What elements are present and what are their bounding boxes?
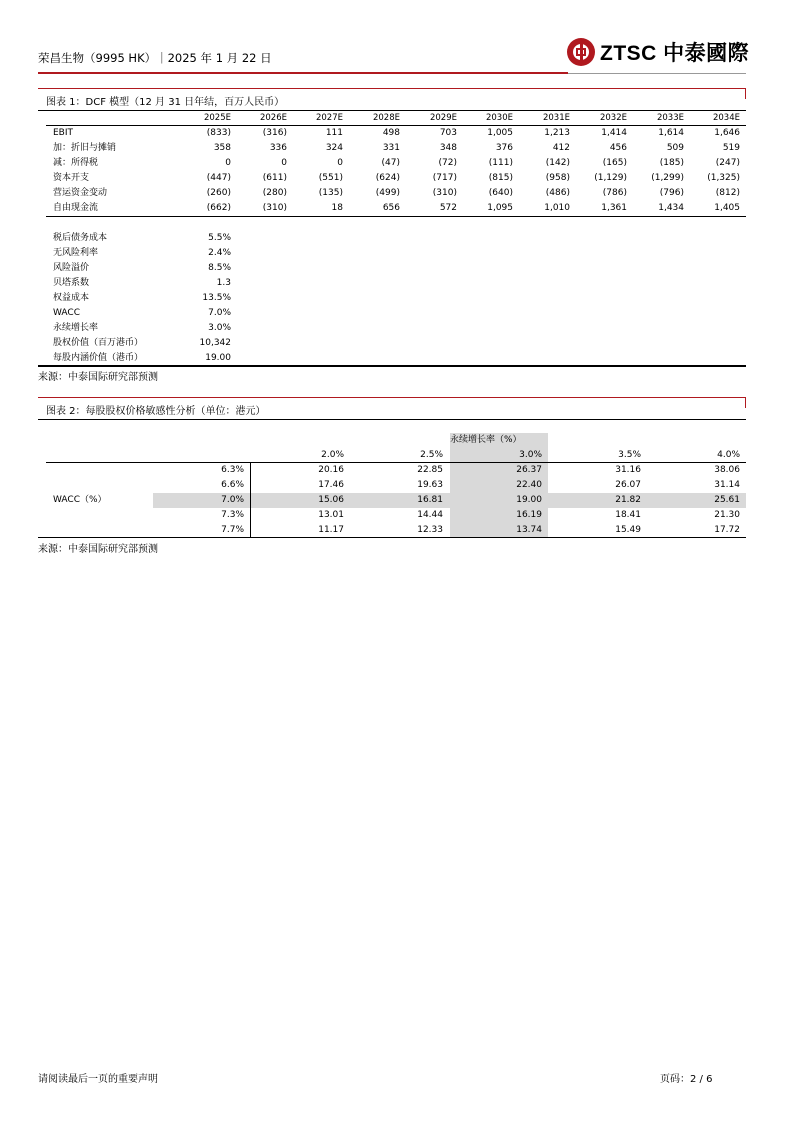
- table2-bottom-rule: [38, 537, 746, 538]
- table-cell: (1,129): [594, 173, 627, 183]
- table-cell: 0: [337, 158, 343, 168]
- table-cell: (1,299): [651, 173, 684, 183]
- assumption-label: 无风险利率: [53, 248, 99, 258]
- table-cell: (662): [206, 203, 231, 213]
- table-cell: 1,405: [714, 203, 740, 213]
- header-rule: [38, 72, 568, 74]
- table-cell: (551): [318, 173, 343, 183]
- assumption-value: 1.3: [216, 278, 231, 288]
- table-cell: 0: [225, 158, 231, 168]
- sensitivity-cell: 19.00: [516, 495, 542, 505]
- table1-bottom-rule: [38, 365, 746, 367]
- sensitivity-cell: 31.16: [615, 465, 641, 475]
- assumption-label: 权益成本: [53, 293, 90, 303]
- footer-disclaimer: 请阅读最后一页的重要声明: [38, 1074, 158, 1085]
- table-cell: 509: [666, 143, 684, 153]
- year-header: 2027E: [315, 113, 343, 123]
- table-cell: (624): [375, 173, 400, 183]
- table-cell: (717): [432, 173, 457, 183]
- table-cell: 1,646: [714, 128, 740, 138]
- ztsc-logo-icon: [567, 38, 595, 66]
- assumption-label: 税后债务成本: [53, 233, 108, 243]
- table-cell: 376: [495, 143, 513, 153]
- assumption-label: 股权价值（百万港币）: [53, 338, 144, 348]
- sensitivity-cell: 17.46: [318, 480, 344, 490]
- table-cell: (135): [318, 188, 343, 198]
- table-cell: (47): [381, 158, 400, 168]
- growth-rate-header: 3.0%: [519, 450, 542, 460]
- table-cell: 331: [382, 143, 400, 153]
- table-cell: (640): [488, 188, 513, 198]
- table2-title: 图表 2：每股股权价格敏感性分析（单位：港元）: [46, 406, 266, 417]
- assumption-value: 19.00: [205, 353, 231, 363]
- table-cell: (796): [659, 188, 684, 198]
- year-header: 2025E: [203, 113, 231, 123]
- year-header: 2032E: [599, 113, 627, 123]
- table-cell: (786): [602, 188, 627, 198]
- table1-title: 图表 1：DCF 模型（12 月 31 日年结，百万人民币）: [46, 97, 285, 108]
- table-cell: (310): [262, 203, 287, 213]
- assumption-value: 5.5%: [208, 233, 231, 243]
- table-cell: 0: [281, 158, 287, 168]
- wacc-value: 7.0%: [221, 495, 244, 505]
- table-cell: 572: [439, 203, 457, 213]
- table-cell: 1,010: [544, 203, 570, 213]
- year-header: 2030E: [485, 113, 513, 123]
- table-cell: 324: [325, 143, 343, 153]
- year-header: 2026E: [259, 113, 287, 123]
- table1-title-bar: [38, 88, 746, 111]
- table-cell: (812): [715, 188, 740, 198]
- table-cell: (447): [206, 173, 231, 183]
- wacc-value: 6.6%: [221, 480, 244, 490]
- table-cell: 358: [213, 143, 231, 153]
- table-cell: 1,361: [601, 203, 627, 213]
- sensitivity-cell: 18.41: [615, 510, 641, 520]
- table-cell: (280): [262, 188, 287, 198]
- table-cell: (815): [488, 173, 513, 183]
- row-label: 资本开支: [53, 173, 90, 183]
- table-cell: 1,213: [544, 128, 570, 138]
- table-cell: (185): [659, 158, 684, 168]
- table-cell: (316): [262, 128, 287, 138]
- table-cell: (310): [432, 188, 457, 198]
- table2-title-bar: [38, 397, 746, 420]
- row-label: 加：折旧与摊销: [53, 143, 117, 153]
- wacc-value: 7.7%: [221, 525, 244, 535]
- table-cell: (1,325): [707, 173, 740, 183]
- table-cell: 1,614: [658, 128, 684, 138]
- assumption-label: 贝塔系数: [53, 278, 90, 288]
- assumption-value: 2.4%: [208, 248, 231, 258]
- sensitivity-cell: 13.74: [516, 525, 542, 535]
- row-label: 自由现金流: [53, 203, 99, 213]
- table-cell: 111: [325, 128, 343, 138]
- assumption-label: WACC: [53, 308, 80, 318]
- table-cell: (142): [545, 158, 570, 168]
- table-cell: (833): [206, 128, 231, 138]
- assumption-label: 永续增长率: [53, 323, 99, 333]
- table-cell: 1,434: [658, 203, 684, 213]
- table2-vertical-rule: [250, 463, 251, 537]
- report-header-title: 荣昌生物（9995 HK）｜2025 年 1 月 22 日: [38, 51, 272, 65]
- table-cell: 412: [552, 143, 570, 153]
- assumption-value: 13.5%: [202, 293, 231, 303]
- table-cell: 519: [722, 143, 740, 153]
- sensitivity-cell: 21.82: [615, 495, 641, 505]
- table-cell: 348: [439, 143, 457, 153]
- growth-rate-header: 2.0%: [321, 450, 344, 460]
- table1-source: 来源：中泰国际研究部预测: [38, 372, 158, 383]
- growth-rate-header: 3.5%: [618, 450, 641, 460]
- wacc-value: 7.3%: [221, 510, 244, 520]
- sensitivity-cell: 22.40: [516, 480, 542, 490]
- year-header: 2031E: [542, 113, 570, 123]
- sensitivity-cell: 31.14: [714, 480, 740, 490]
- row-label: 减：所得税: [53, 158, 99, 168]
- table-cell: 18: [331, 203, 343, 213]
- sensitivity-cell: 16.81: [417, 495, 443, 505]
- sensitivity-cell: 38.06: [714, 465, 740, 475]
- table-cell: (165): [602, 158, 627, 168]
- table-cell: 456: [609, 143, 627, 153]
- year-header: 2033E: [656, 113, 684, 123]
- sensitivity-cell: 12.33: [417, 525, 443, 535]
- sensitivity-cell: 15.49: [615, 525, 641, 535]
- sensitivity-cell: 26.37: [516, 465, 542, 475]
- table-cell: (247): [715, 158, 740, 168]
- assumption-value: 8.5%: [208, 263, 231, 273]
- table-cell: 336: [269, 143, 287, 153]
- header-rule-gray: [568, 73, 746, 74]
- table-cell: (72): [438, 158, 457, 168]
- year-header: 2029E: [429, 113, 457, 123]
- table-cell: 656: [382, 203, 400, 213]
- table2-title-underline: [38, 419, 746, 420]
- table-cell: (611): [262, 173, 287, 183]
- sensitivity-cell: 11.17: [318, 525, 344, 535]
- table-cell: (111): [488, 158, 513, 168]
- table-cell: (260): [206, 188, 231, 198]
- row-label: 营运资金变动: [53, 188, 108, 198]
- table-cell: (486): [545, 188, 570, 198]
- wacc-group-label: WACC（%）: [53, 495, 107, 505]
- sensitivity-cell: 22.85: [417, 465, 443, 475]
- page-number: 页码：2 / 6: [660, 1074, 713, 1085]
- sensitivity-cell: 25.61: [714, 495, 740, 505]
- growth-rate-header: 4.0%: [717, 450, 740, 460]
- table-cell: (499): [375, 188, 400, 198]
- table-cell: 703: [439, 128, 457, 138]
- table2-source: 来源：中泰国际研究部预测: [38, 544, 158, 555]
- sensitivity-cell: 15.06: [318, 495, 344, 505]
- year-header: 2034E: [712, 113, 740, 123]
- assumption-value: 10,342: [199, 338, 231, 348]
- sensitivity-cell: 21.30: [714, 510, 740, 520]
- sensitivity-cell: 26.07: [615, 480, 641, 490]
- assumption-value: 3.0%: [208, 323, 231, 333]
- assumption-label: 每股内涵价值（港币）: [53, 353, 144, 363]
- sensitivity-cell: 20.16: [318, 465, 344, 475]
- assumption-label: 风险溢价: [53, 263, 90, 273]
- growth-rate-header: 2.5%: [420, 450, 443, 460]
- table-cell: 1,414: [601, 128, 627, 138]
- growth-rate-group-label: 永续增长率（%）: [450, 435, 522, 445]
- sensitivity-cell: 13.01: [318, 510, 344, 520]
- table-cell: (958): [545, 173, 570, 183]
- sensitivity-cell: 16.19: [516, 510, 542, 520]
- row-label: EBIT: [53, 128, 74, 138]
- sensitivity-cell: 19.63: [417, 480, 443, 490]
- sensitivity-cell: 14.44: [417, 510, 443, 520]
- table-cell: 1,005: [487, 128, 513, 138]
- table-cell: 1,095: [487, 203, 513, 213]
- table-cell: 498: [382, 128, 400, 138]
- sensitivity-cell: 17.72: [714, 525, 740, 535]
- company-logo: [567, 36, 749, 68]
- year-header: 2028E: [372, 113, 400, 123]
- wacc-value: 6.3%: [221, 465, 244, 475]
- assumption-value: 7.0%: [208, 308, 231, 318]
- logo-text: ZTSC 中泰國際: [600, 42, 750, 65]
- table1-body-rule: [46, 216, 746, 217]
